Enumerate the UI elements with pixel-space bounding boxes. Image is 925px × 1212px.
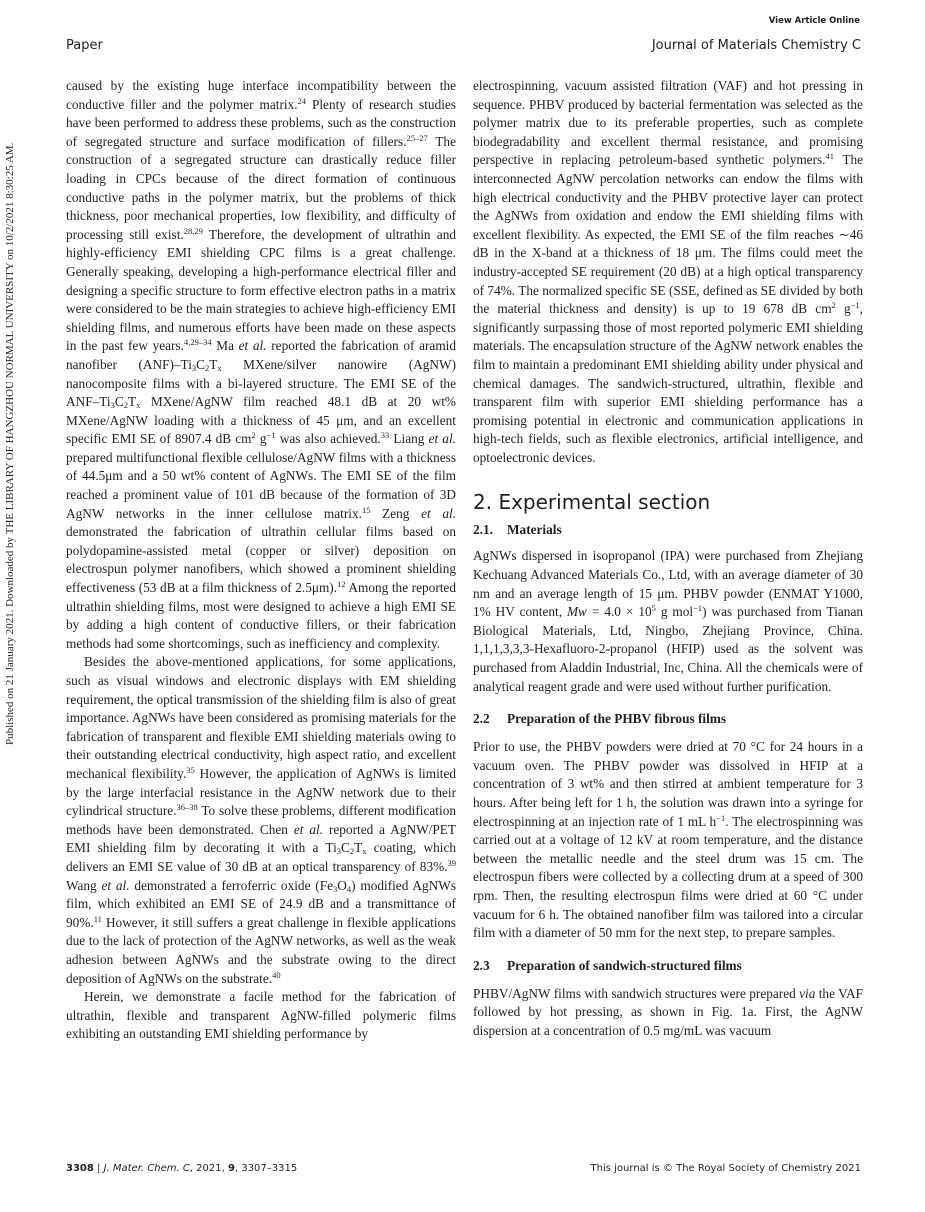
left-column — [66, 77, 456, 1044]
journal-abbrev: J. Mater. Chem. C — [103, 1163, 190, 1174]
citation[interactable]: 4,29–34 — [183, 337, 212, 348]
right-column — [473, 77, 863, 1041]
materials-paragraph: AgNWs dispersed in isopropanol (IPA) were purchased from Zhejiang Kechuang Advanced Materials Co., Ltd, with an average diameter of 30 nm and an average length of 15 μm. PHBV powder (ENMAT Y1000, 1% HV content, $Mw = 4.0 \times 10^5$ g mol$^{-1}$) was purchased from Tianan Biological Materials, Ltd, Ningbo, Zhejiang Province, China. 1,1,1,3,3,3-Hexafluoro-2-propanol (HFIP) used as the solvent was purchased from Aladdin Industrial, Inc, China. All the chemicals were of analytical reagent grade and were used without further purification. — [473, 548, 864, 694]
citation[interactable]: 15 — [361, 504, 371, 515]
section-heading-experimental: 2. Experimental section — [473, 490, 711, 515]
subsection-heading-sandwich-films: 2.3 Preparation of sandwich-structured films — [473, 957, 742, 973]
spacer — [473, 943, 863, 957]
phbv-films-paragraph: Prior to use, the PHBV powders were dried at 70 °C for 24 hours in a vacuum oven. The PHBV powder was dissolved in HFIP at a concentration of 3 wt% and then stirred at ambient temperature for 3 hours. After being left for 1 h, the solution was drawn into a syringe for electrospinning at an injection rate of 1 mL $h^{-1}$. The electrospinning was carried out at a voltage of 12 kV at room temperature, and the distance between the metallic needle and the steel drum was 15 cm. The electrospun fibers were collected by a collecting drum at a speed of 300 rpm. Then, the resulting electrospun films were dried at 60 °C under vacuum for 6 h. The obtained nanofiber film was tailored into a circular film with a diameter of 50 mm for the next step, to prepare samples. — [473, 739, 863, 941]
subsection-heading-phbv-films: 2.2 Preparation of the PHBV fibrous films — [473, 711, 727, 727]
citation[interactable]: 33 — [380, 430, 390, 441]
citation[interactable]: 11 — [93, 913, 102, 924]
citation[interactable]: 36–38 — [176, 802, 198, 813]
view-article-online-link[interactable]: View Article Online — [768, 16, 860, 26]
citation[interactable]: 35 — [186, 764, 195, 775]
running-header-article-type: Paper — [66, 38, 103, 53]
transparent-shielding-paragraph: Besides the above-mentioned applications, for some applications, such as visual windows and electronic displays with EM shielding requirement, the optical transmission of the shielding film is also of great importance. AgNWs have been considered as promising materials for the fabrication of transparent and flexible EMI shielding materials owing to their outstanding electrical conductivity, high aspect ratio, and excellent mechanical flexibility.$^{35}$ However, the application of AgNWs is limited by the large interfacial resistance in the AgNW network due to their cylindrical structure.$^{36-38}$ To solve these problems, different modification methods have been demonstrated. Chen et al. reported a AgNW/PET EMI shielding film by decorating it with a $Ti_3C_2T_x$ coating, which delivers an EMI SE value of 30 dB at an optical transparency of 83%.$^{39}$ Wang et al. demonstrated a ferroferric oxide $(Fe_3O_4)$ modified AgNWs film, which exhibited an EMI SE of 24.9 dB and a transmittance of 90%.$^{11}$ However, it still suffers a great challenge in flexible applications due to the lack of protection of the AgNW networks, as well as the weak adhesion between AgNWs and the substrate owing to the direct deposition of AgNWs on the substrate.$^{40}$ — [66, 654, 457, 986]
footer-citation: 3308 | J. Mater. Chem. C, 2021, 9, 3307–3315 — [66, 1163, 298, 1174]
citation[interactable]: 25–27 — [406, 132, 428, 143]
running-header-journal-name: Journal of Materials Chemistry C — [651, 38, 861, 53]
sandwich-films-paragraph: PHBV/AgNW films with sandwich structures were prepared via the VAF followed by hot pressing, as shown in Fig. 1a. First, the AgNW dispersion at a concentration of 0.5 mg/mL was vacuum — [473, 985, 863, 1038]
intro-paragraph-continued: caused by the existing huge interface incompatibility between the conductive filler and the polymer matrix.$^{24}$ Plenty of research studies have been performed to address these problems, such as the construction of segregated structure and surface modification of fillers.$^{25-27}$ The construction of a segregated structure can drastically reduce filler loading in CPCs because of the direct formation of continuous conductive paths in the polymer matrix, but the problems of thick thickness, poor mechanical properties, low flexibility, and difficulty of processing still exist.$^{28,29}$ Therefore, the development of ultrathin and highly-efficiency EMI shielding CPC films is a great challenge. Generally speaking, developing a high-performance electrical filler and designing a specific structure to form effective electron paths in a matrix were considered to be the main strategies to achieve high-efficiency EMI shielding films, and numerous efforts have been made on these aspects in the past few years.$^{4,29-34}$ Ma et al. reported the fabrication of aramid nanofiber $(ANF)-Ti_3C_2T_x$ MXene/silver nanowire (AgNW) nanocomposite films with a bi-layered structure. The EMI SE of the ANF–$Ti_3C_2T_x$ MXene/AgNW film reached 48.1 dB at 20 wt% MXene/AgNW loading with a thickness of 45 μm, and an excellent specific EMI SE of 8907.4 dB $cm^2$ $g^{-1}$ was also achieved.$^{33}$ Liang et al. prepared multifunctional flexible cellulose/AgNW films with a thickness of 44.5μm and a 50 wt% content of AgNWs. The EMI SE of the film reached a prominent value of 101 dB because of the formation of 3D AgNW networks in the inner cellulose matrix.$^{15}$ Zeng et al. demonstrated the fabrication of ultrathin cellular films based on polydopamine-assisted metal (copper or silver) deposition on electrospun polymer nanofibers, which showed a prominent shielding effectiveness (53 dB at a film thickness of 2.5μm).$^{12}$ Among the reported ultrathin shielding films, most were designed to achieve a high EMI SE by adding a high content of conductive fillers, or their fabrication methods had some shortcomings, such as inefficiency and complexity. — [66, 78, 457, 651]
citation[interactable]: 39 — [447, 857, 456, 868]
citation[interactable]: 24 — [297, 95, 307, 106]
citation[interactable]: 41 — [825, 151, 835, 162]
download-watermark: Published on 21 January 2021. Downloaded by THE LIBRARY OF HANGZHOU NORMAL UNIVERSITY on 10/2/2021 8:30:25 AM. — [4, 142, 16, 745]
footer-copyright: This journal is © The Royal Society of Chemistry 2021 — [590, 1163, 861, 1174]
subsection-heading-materials: 2.1. Materials — [473, 522, 562, 538]
herein-paragraph-continued: electrospinning, vacuum assisted filtration (VAF) and hot pressing in sequence. PHBV produced by bacterial fermentation was selected as the polymer matrix due to its preferable properties, such as complete biodegradability and excellent thermal resistance, and promising perspective in replacing petroleum-based synthetic polymers.$^{41}$ The interconnected AgNW percolation networks can endow the films with high electrical conductivity and the PHBV protective layer can protect the AgNWs from oxidation and endow the EMI shielding films with excellent flexibility. As expected, the EMI SE of the film reaches ∼46 dB in the X-band at a thickness of 18 μm. The films could meet the industry-accepted SE requirement (20 dB) at a high optical transparency of 74%. The normalized specific SE (SSE, defined as SE divided by both the material thickness and density) is up to 19 678 dB $cm^2$ $g^{-1}$, significantly surpassing those of most reported polymeric EMI shielding materials. The encapsulation structure of the AgNW network enables the film to maintain a predominant EMI shielding ability under physical and chemical damages. The sandwich-structured, ultrathin, flexible and transparent film with superior EMI shielding performance has a promising potential in electronic and communication applications in high-tech fields, such as flexible electronics, artificial intelligence, and optoelectronic devices. — [473, 78, 863, 465]
volume-number: 9 — [228, 1163, 235, 1174]
spacer — [473, 696, 863, 710]
citation[interactable]: 12 — [337, 579, 346, 590]
page-number: 3308 — [66, 1163, 94, 1174]
citation[interactable]: 40 — [272, 969, 281, 980]
herein-paragraph: Herein, we demonstrate a facile method for the fabrication of ultrathin, flexible and transparent AgNW-filled polymeric films exhibiting an outstanding EMI shielding performance by — [66, 989, 456, 1042]
citation[interactable]: 28,29 — [183, 225, 203, 236]
